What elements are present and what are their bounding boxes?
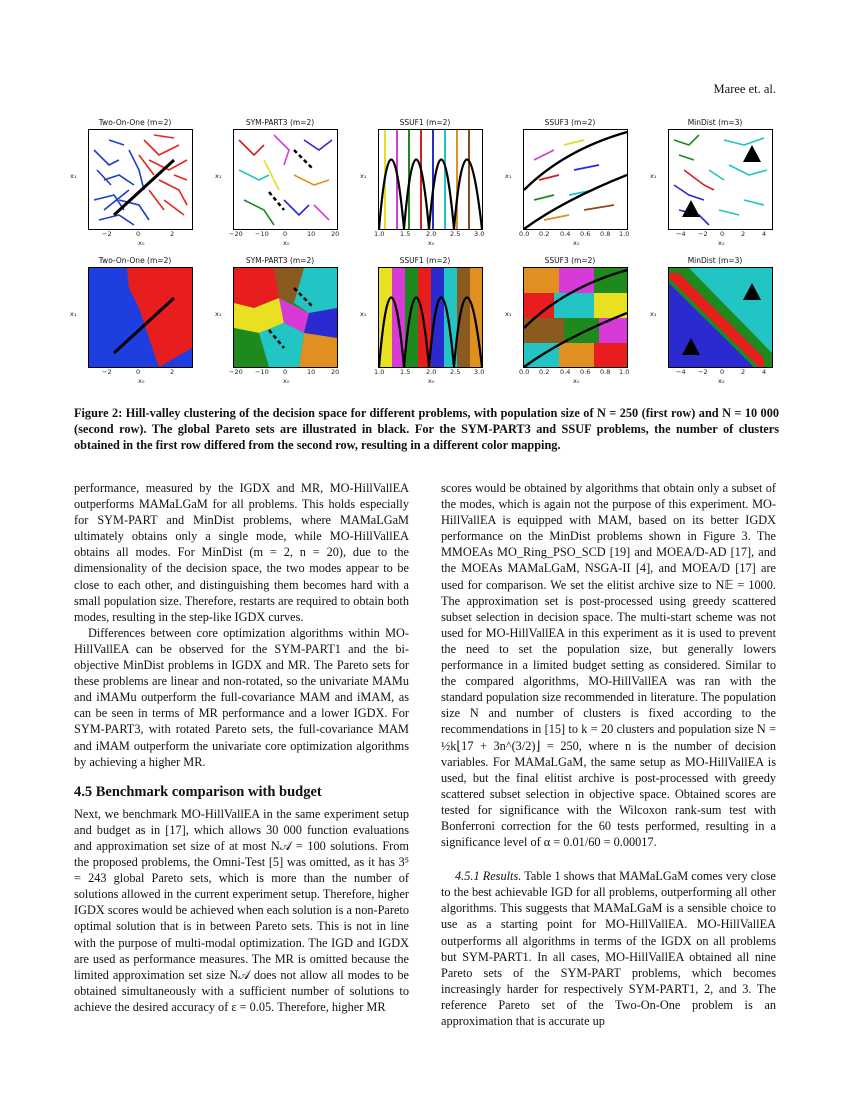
- paragraph: performance, measured by the IGDX and MR, MO-HillVallEA outperforms MAMaLGaM for all problems. This holds especially for SYM-PART and MinDist problems, where MAMaLGaM ultimately obtains only a single mode, while MO-HillVallEA obtains all modes. For MinDist (m = 2, n = 20), due to the dimensionality of the decision space, the two modes appear to be close to each other, and distinguishing them becomes hard with a small population size. Therefore, restarts are required to obtain both modes, resulting in the step-like IGDX curves.: [74, 481, 409, 624]
- plot-area: [233, 267, 338, 368]
- x-axis-label: x₀: [573, 377, 580, 385]
- x-tick: 1.0: [374, 230, 385, 238]
- panel-title: Two-On-One (m=2): [98, 118, 172, 127]
- paragraph-text: Table 1 shows that MAMaLGaM comes very close to the best achievable IGD for all problems, outperforming all other algorithms. This suggests that MAMaLGaM is a sensible choice to use as a starting point for MO-HillVallEA. MO-HillVallEA outperforms all algorithms in terms of the IGDX on all problems but SYM-PART1. In all cases, MO-HillVallEA obtained all nine Pareto sets of the SYM-PART problems, which becomes increasingly harder for respectively SYM-PART1, 2, and 3. The reference Pareto set of the Two-On-One problem is an approximation that is accurate up: [441, 869, 777, 1028]
- figure-2: [70, 118, 780, 388]
- x-tick: 0: [283, 368, 288, 376]
- x-tick: 2: [741, 230, 746, 238]
- paragraph: Next, we benchmark MO-HillVallEA in the same experiment setup and budget as in [17], which allows 30 000 function evaluations and approximation set size of at most N𝒜 = 100 solutions. From the proposed problems, the Omni-Test [5] was omitted, as it has 3⁵ = 243 global Pareto sets, which is more than the number of solutions allowed in the current experiment setup. Therefore, higher IGDX scores would be achieved when each solution is a non-Pareto optimal solution that is in between Pareto sets. This is not in line with the purpose of multi-modal optimization. The IGD and IGDX are used as performance measures. The MR is omitted because the limited approximation set size N𝒜 does not allow all modes to be obtained simultaneously with a sufficient number of solutions to achieve the desired accuracy of ε = 0.05. Therefore, higher MR: [74, 806, 409, 1014]
- x-tick: 2.0: [426, 230, 437, 238]
- x-tick: 20: [331, 368, 340, 376]
- y-axis-label: x₁: [650, 172, 657, 180]
- x-tick: 2: [170, 230, 175, 238]
- y-axis-label: x₁: [70, 310, 77, 318]
- plot-area: [668, 129, 773, 230]
- right-column: [441, 480, 776, 1029]
- running-header: Maree et. al.: [713, 82, 776, 96]
- x-axis-label: x₀: [718, 239, 725, 247]
- x-tick: 0.8: [600, 230, 611, 238]
- x-axis-label: x₀: [428, 377, 435, 385]
- x-axis-label: x₀: [283, 239, 290, 247]
- panel-title: SSUF3 (m=2): [544, 256, 596, 265]
- x-tick: 1.0: [374, 368, 385, 376]
- y-axis-label: x₁: [215, 310, 222, 318]
- x-tick: 0.6: [580, 368, 591, 376]
- paragraph: scores would be obtained by algorithms that obtain only a subset of the modes, which is again not the purpose of this experiment. MO-HillVallEA is equipped with MAM, based on its better IGDX performance on the MinDist problems shown in Figure 3. The MMOEAs MO_Ring_PSO_SCD [19] and MOEA/D-AD [17], and the MOEAs MAMaLGaM, NSGA-II [4], and MOEA/D [17] are used for comparison. We set the elitist archive size to N𝔼 = 1000. The approximation set is post-processed using greedy scattered subset selection in decision space. The multi-start scheme was not used for MO-HillVallEA in this experiment as it is used to prevent the need to set the population size, but generally lowers performance in a limited budget setting as considered. Similar to the compared algorithms, MO-HillVallEA was ran with the standard population size recommended in literature. The population size N and number of clusters is fixed according to the recommendations in [15] to k = 20 clusters and population size N = ½k⌊17 + 3n^(3/2)⌋ = 250, where n is the number of decision variables. For MAMaLGaM, the same setup as MO-HillVallEA is used, but the final elitist archive is post-processed with greedy scattered subset selection in objective space. Obtained scores are tested for significance with the Wilcoxon rank-sum test with Bonferroni correction for the 60 tests performed, resulting in a significance level of α = 0.01/60 = 0.00017.: [441, 481, 776, 850]
- scatter-two-on-one-n250: [89, 130, 192, 229]
- panel-title: Two-On-One (m=2): [98, 256, 172, 265]
- x-tick: −4: [676, 230, 686, 238]
- plot-area: [668, 267, 773, 368]
- panel-title: SSUF1 (m=2): [399, 118, 451, 127]
- x-tick: −10: [255, 230, 269, 238]
- x-tick: 1.0: [619, 368, 630, 376]
- x-tick: 0.4: [560, 230, 571, 238]
- cluster-map-ssuf1-n10000: [379, 268, 482, 367]
- panel-title: SSUF3 (m=2): [544, 118, 596, 127]
- x-tick: 2.0: [426, 368, 437, 376]
- x-tick: −2: [102, 230, 112, 238]
- scatter-ssuf1-n250: [379, 130, 482, 229]
- cluster-map-ssuf3-n10000: [524, 268, 627, 367]
- y-axis-label: x₁: [650, 310, 657, 318]
- x-tick: −2: [698, 368, 708, 376]
- x-tick: 3.0: [474, 368, 485, 376]
- left-column: [74, 480, 409, 1015]
- x-tick: −10: [255, 368, 269, 376]
- plot-area: [233, 129, 338, 230]
- plot-area: [378, 267, 483, 368]
- x-tick: 0: [283, 230, 288, 238]
- figure-caption: Figure 2: Hill-valley clustering of the decision space for different problems, with population size of N = 250 (first row) and N = 10 000 (second row). The global Pareto sets are illustrated in black. For the SYM-PART3 and SSUF problems, the number of clusters obtained in the first row differed from the second row, resulting in a different color mapping.: [74, 406, 779, 452]
- x-tick: −20: [229, 230, 243, 238]
- plot-area: [378, 129, 483, 230]
- x-tick: 0.2: [539, 230, 550, 238]
- paragraph-results: [441, 868, 776, 1029]
- x-axis-label: x₀: [138, 239, 145, 247]
- scatter-ssuf3-n250: [524, 130, 627, 229]
- plot-area: [523, 129, 628, 230]
- scatter-sym-part3-n250: [234, 130, 337, 229]
- x-tick: −20: [229, 368, 243, 376]
- scatter-mindist-n250: [669, 130, 772, 229]
- y-axis-label: x₁: [360, 310, 367, 318]
- cluster-map-sym-part3-n10000: [234, 268, 337, 367]
- x-tick: −4: [676, 368, 686, 376]
- y-axis-label: x₁: [505, 172, 512, 180]
- x-tick: −2: [698, 230, 708, 238]
- x-axis-label: x₀: [573, 239, 580, 247]
- plot-area: [523, 267, 628, 368]
- x-tick: 1.5: [400, 230, 411, 238]
- x-tick: 0.6: [580, 230, 591, 238]
- cluster-map-mindist-n10000: [669, 268, 772, 367]
- x-tick: 2: [170, 368, 175, 376]
- x-tick: 1.5: [400, 368, 411, 376]
- y-axis-label: x₁: [70, 172, 77, 180]
- x-tick: 2: [741, 368, 746, 376]
- x-tick: 4: [762, 230, 767, 238]
- x-tick: 0.4: [560, 368, 571, 376]
- y-axis-label: x₁: [215, 172, 222, 180]
- x-axis-label: x₀: [283, 377, 290, 385]
- plot-area: [88, 129, 193, 230]
- y-axis-label: x₁: [360, 172, 367, 180]
- x-tick: 10: [307, 368, 316, 376]
- section-heading: 4.5 Benchmark comparison with budget: [74, 783, 322, 800]
- x-tick: 20: [331, 230, 340, 238]
- x-tick: 10: [307, 230, 316, 238]
- paragraph: Differences between core optimization algorithms within MO-HillVallEA can be observed for the SYM-PART1 and the bi-objective MinDist problems in IGDX and MR. The Pareto sets for these problems are linear and non-rotated, so the univariate MAMu and iMAMu outperform the full-covariance MAM and iMAM, as can be seen in terms of MR performance and a lower IGDX. For SYM-PART3, with rotated Pareto sets, the full-covariance MAM and iMAM outperform the univariate core optimization algorithms by achieving a higher MR.: [74, 625, 409, 769]
- x-tick: −2: [102, 368, 112, 376]
- x-tick: 3.0: [474, 230, 485, 238]
- x-tick: 0.8: [600, 368, 611, 376]
- cluster-map-two-on-one-n10000: [89, 268, 192, 367]
- x-axis-label: x₀: [138, 377, 145, 385]
- x-axis-label: x₀: [428, 239, 435, 247]
- x-tick: 4: [762, 368, 767, 376]
- y-axis-label: x₁: [505, 310, 512, 318]
- x-tick: 1.0: [619, 230, 630, 238]
- panel-title: MinDist (m=3): [687, 118, 743, 127]
- x-tick: 0: [720, 368, 725, 376]
- panel-title: SYM-PART3 (m=2): [245, 118, 315, 127]
- x-tick: 2.5: [450, 230, 461, 238]
- panel-title: MinDist (m=3): [687, 256, 743, 265]
- panel-title: SYM-PART3 (m=2): [245, 256, 315, 265]
- x-tick: 0: [136, 368, 141, 376]
- panel-title: SSUF1 (m=2): [399, 256, 451, 265]
- x-axis-label: x₀: [718, 377, 725, 385]
- x-tick: 0: [720, 230, 725, 238]
- subsection-heading: 4.5.1 Results.: [455, 869, 522, 884]
- x-tick: 0.2: [539, 368, 550, 376]
- plot-area: [88, 267, 193, 368]
- x-tick: 0.0: [519, 368, 530, 376]
- x-tick: 0.0: [519, 230, 530, 238]
- x-tick: 0: [136, 230, 141, 238]
- x-tick: 2.5: [450, 368, 461, 376]
